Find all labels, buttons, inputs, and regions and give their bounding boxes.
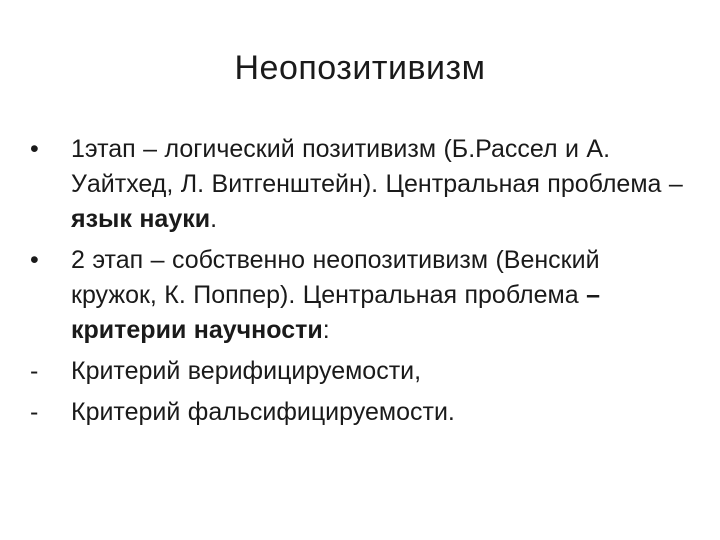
list-item <box>30 243 690 348</box>
list-item <box>30 354 690 389</box>
dash-marker: - <box>30 357 39 385</box>
item-text: Критерий верифицируемости, <box>71 357 422 385</box>
item-text: 2 этап – собственно неопозитивизм (Венский кружок, К. Поппер). Центральная проблема <box>71 246 600 309</box>
dash-marker: - <box>30 398 39 426</box>
item-text-end: : <box>322 316 330 344</box>
item-text: Критерий фальсифицируемости. <box>71 398 455 426</box>
item-text-end: . <box>210 205 218 233</box>
slide-title: Неопозитивизм <box>234 49 486 87</box>
list-item <box>30 395 690 430</box>
item-emphasis: – критерии научности <box>71 281 600 344</box>
item-emphasis: язык науки <box>71 205 211 233</box>
bullet-marker: • <box>30 135 39 163</box>
bullet-list <box>30 132 690 436</box>
bullet-marker: • <box>30 246 39 274</box>
list-item <box>30 132 690 237</box>
item-text: 1этап – логический позитивизм (Б.Рассел и А. Уайтхед, Л. Витгенштейн). Центральная проблема – <box>71 135 683 198</box>
